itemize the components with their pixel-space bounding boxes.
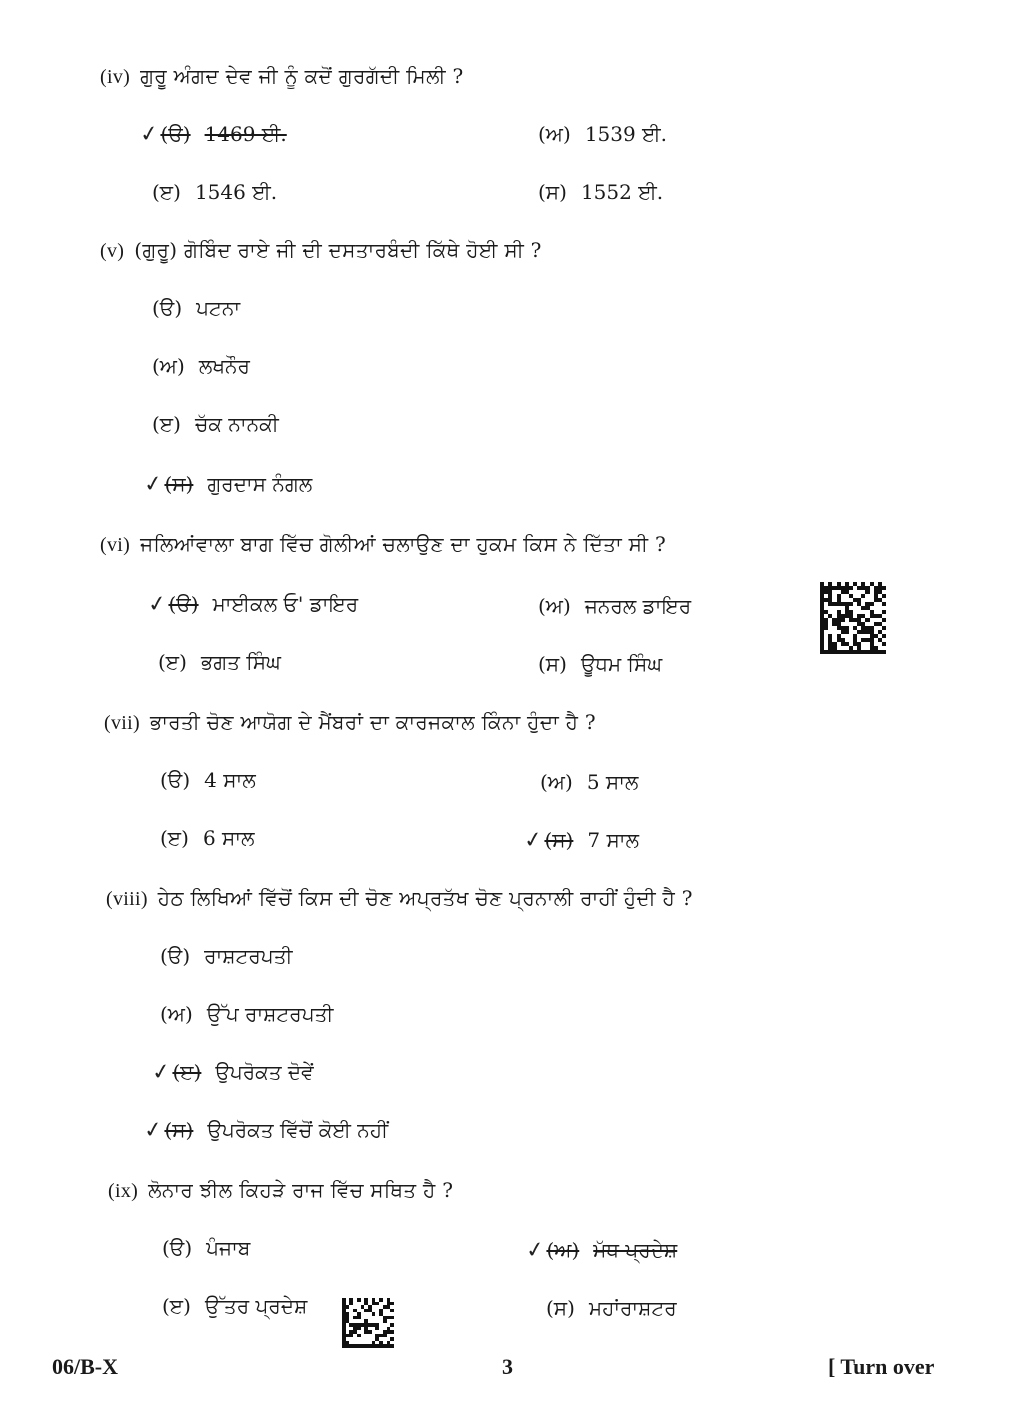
option-text: ਪਟਨਾ [196, 296, 241, 320]
question-ix [108, 1178, 453, 1203]
question-text: ਗੁਰੂ ਅੰਗਦ ਦੇਵ ਜੀ ਨੂੰ ਕਦੋਂ ਗੁਰਗੱਦੀ ਮਿਲੀ ? [140, 64, 464, 88]
question-text: ਭਾਰਤੀ ਚੋਣ ਆਯੋਗ ਦੇ ਮੈਂਬਰਾਂ ਦਾ ਕਾਰਜਕਾਲ ਕਿੰਨਾ ਹੁੰਦਾ ਹੈ ? [149, 710, 596, 734]
option-v-d [144, 472, 312, 497]
option-label: (ੳ) [160, 768, 191, 792]
option-text: ਉੱਪ ਰਾਸ਼ਟਰਪਤੀ [206, 1002, 334, 1026]
question-vi [100, 532, 666, 557]
option-text: 4 ਸਾਲ [204, 768, 256, 792]
option-vi-c [158, 650, 281, 674]
option-text: 6 ਸਾਲ [202, 826, 255, 850]
option-label: (ਸ) [538, 180, 567, 204]
option-label: (ਅ) [152, 354, 185, 378]
option-label: (ੲ) [152, 180, 181, 204]
question-number: (ix) [108, 1180, 139, 1202]
question-number: (iv) [100, 66, 131, 88]
option-text: ਭਗਤ ਸਿੰਘ [200, 650, 281, 674]
option-text: ਗੁਰਦਾਸ ਨੰਗਲ [207, 472, 313, 496]
option-text: ਉਪਰੋਕਤ ਦੋਵੇਂ [215, 1060, 314, 1084]
option-viii-a [160, 944, 293, 968]
option-text: 1552 ਈ. [580, 180, 664, 204]
option-text: ਮੱਧ ਪ੍ਰਦੇਸ਼ [593, 1238, 678, 1262]
option-vii-c [160, 826, 255, 850]
option-v-a [152, 296, 240, 320]
option-v-c [152, 412, 279, 436]
option-label: (ੳ) [160, 122, 191, 146]
paper-code: 06/B-X [52, 1354, 118, 1379]
option-label: (ੲ) [162, 1294, 191, 1318]
option-label: (ਅ) [160, 1002, 193, 1026]
option-vii-a [160, 768, 256, 792]
option-label: (ਸ) [164, 1118, 194, 1142]
option-text: 1546 ਈ. [194, 180, 278, 204]
option-ix-d [546, 1296, 677, 1320]
option-text: ਜਨਰਲ ਡਾਇਰ [584, 594, 692, 618]
option-label: (ਸ) [546, 1296, 575, 1320]
check-mark-icon: ✓ [142, 1116, 165, 1145]
option-label: (ਅ) [546, 1238, 580, 1262]
option-text: ਰਾਸ਼ਟਰਪਤੀ [204, 944, 293, 968]
option-label: (ਸ) [538, 652, 567, 676]
check-mark-icon: ✓ [146, 590, 169, 619]
option-text: ਊਧਮ ਸਿੰਘ [580, 652, 663, 676]
option-label: (ੲ) [158, 650, 187, 674]
question-viii [106, 886, 693, 911]
option-vi-a [148, 592, 358, 617]
option-ix-b [526, 1238, 677, 1263]
option-text: ਮਾਈਕਲ ਓ' ਡਾਇਰ [212, 592, 359, 616]
turn-over-note: [ Turn over [828, 1354, 935, 1379]
option-label: (ੲ) [160, 826, 189, 850]
option-vi-d [538, 652, 662, 676]
option-text: ਲਖਨੌਰ [198, 354, 250, 378]
question-text: ਹੇਠ ਲਿਖਿਆਂ ਵਿੱਚੋਂ ਕਿਸ ਦੀ ਚੋਣ ਅਪ੍ਰਤੱਖ ਚੋਣ ਪ੍ਰਨਾਲੀ ਰਾਹੀਂ ਹੁੰਦੀ ਹੈ ? [157, 886, 693, 910]
option-iv-b [538, 122, 667, 146]
option-text: 5 ਸਾਲ [586, 770, 639, 794]
option-label: (ੳ) [160, 944, 191, 968]
question-number: (vii) [104, 712, 140, 734]
option-text: 7 ਸਾਲ [587, 828, 640, 852]
option-text: ਪੰਜਾਬ [206, 1236, 251, 1260]
option-text: ਮਹਾਂਰਾਸ਼ਟਰ [588, 1296, 677, 1320]
question-v [100, 238, 542, 263]
check-mark-icon: ✓ [524, 1236, 547, 1265]
option-ix-c [162, 1294, 307, 1318]
question-text: ਲੋਨਾਰ ਝੀਲ ਕਿਹੜੇ ਰਾਜ ਵਿੱਚ ਸਥਿਤ ਹੈ ? [148, 1178, 454, 1202]
option-label: (ਸ) [544, 828, 574, 852]
question-iv [100, 64, 464, 89]
option-v-b [152, 354, 250, 378]
option-iv-d [538, 180, 663, 204]
check-mark-icon: ✓ [138, 120, 161, 149]
option-vi-b [538, 594, 691, 618]
option-viii-b [160, 1002, 333, 1026]
option-label: (ੳ) [168, 592, 199, 616]
page-number: 3 [502, 1354, 513, 1379]
option-text: 1469 ਈ. [204, 122, 287, 146]
option-text: 1539 ਈ. [584, 122, 667, 146]
option-label: (ਅ) [538, 122, 571, 146]
option-ix-a [162, 1236, 250, 1260]
option-viii-d [144, 1118, 388, 1143]
option-label: (ੳ) [162, 1236, 193, 1260]
option-label: (ਸ) [164, 472, 194, 496]
question-text: (ਗੁਰੂ) ਗੋਬਿੰਦ ਰਾਏ ਜੀ ਦੀ ਦਸਤਾਰਬੰਦੀ ਕਿੱਥੇ ਹੋਈ ਸੀ ? [134, 238, 542, 262]
option-vii-b [540, 770, 638, 794]
check-mark-icon: ✓ [142, 470, 165, 499]
option-viii-c [152, 1060, 314, 1085]
qr-code-icon [342, 1298, 394, 1348]
option-iv-a [140, 122, 287, 147]
option-label: (ੲ) [152, 412, 181, 436]
option-text: ਚੱਕ ਨਾਨਕੀ [194, 412, 279, 436]
option-label: (ੳ) [152, 296, 183, 320]
question-number: (viii) [106, 888, 148, 910]
question-vii [104, 710, 596, 735]
question-text: ਜਲਿਆਂਵਾਲਾ ਬਾਗ ਵਿੱਚ ਗੋਲੀਆਂ ਚਲਾਉਣ ਦਾ ਹੁਕਮ ਕਿਸ ਨੇ ਦਿੱਤਾ ਸੀ ? [140, 532, 666, 556]
option-label: (ਅ) [538, 594, 571, 618]
option-vii-d [524, 828, 639, 853]
check-mark-icon: ✓ [522, 826, 545, 855]
check-mark-icon: ✓ [150, 1058, 173, 1087]
question-number: (vi) [100, 534, 131, 556]
question-number: (v) [100, 240, 125, 262]
qr-code-icon [820, 582, 886, 654]
option-label: (ੲ) [172, 1060, 202, 1084]
option-iv-c [152, 180, 277, 204]
option-text: ਉੱਤਰ ਪ੍ਰਦੇਸ਼ [204, 1294, 308, 1318]
option-label: (ਅ) [540, 770, 573, 794]
option-text: ਉਪਰੋਕਤ ਵਿੱਚੋਂ ਕੋਈ ਨਹੀਂ [207, 1118, 389, 1142]
